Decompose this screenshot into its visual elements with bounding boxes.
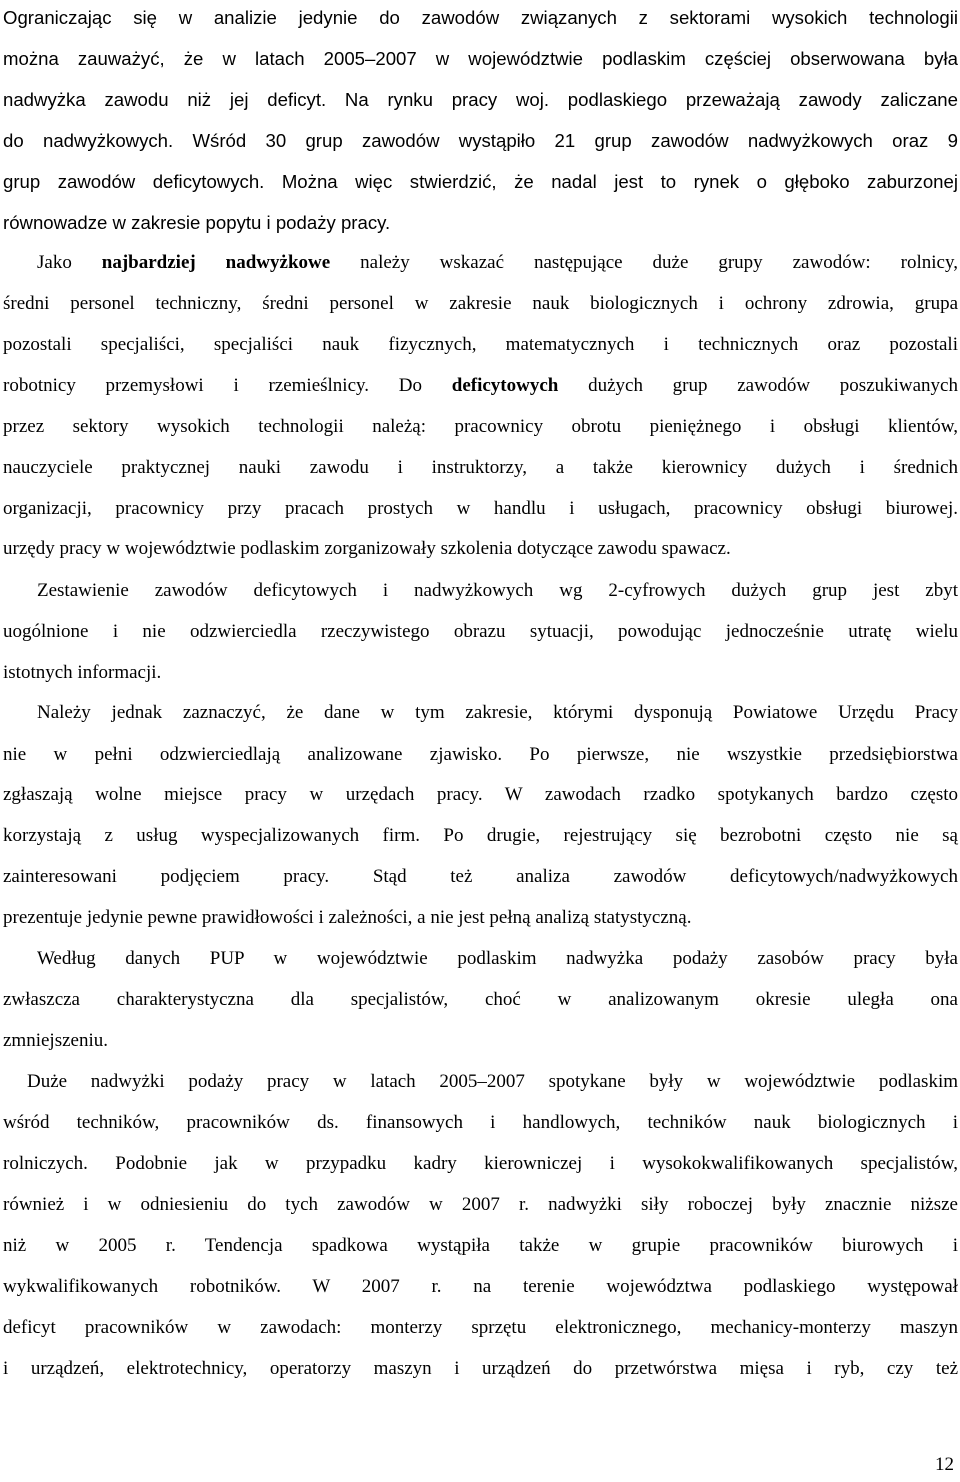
paragraph-line: Należy jednak zaznaczyć, że dane w tym zakresie, którymi dysponują Powiatowe Urzędu Pracy — [37, 702, 958, 723]
paragraph-line: niż w 2005 r. Tendencja spadkowa wystąpiła także w grupie pracowników biurowych i — [3, 1235, 958, 1256]
paragraph-line: Ograniczając się w analizie jedynie do zawodów związanych z sektorami wysokich technologii — [3, 7, 958, 28]
paragraph-line: grup zawodów deficytowych. Można więc stwierdzić, że nadal jest to rynek o głęboko zaburzonej — [3, 171, 958, 192]
paragraph-line: zgłaszają wolne miejsce pracy w urzędach pracy. W zawodach rzadko spotykanych bardzo często — [3, 784, 958, 805]
paragraph-line-with-bold — [3, 373, 958, 399]
paragraph-line: istotnych informacji. — [3, 662, 162, 683]
paragraph-line: można zauważyć, że w latach 2005–2007 w województwie podlaskim częściej obserwowana była — [3, 48, 958, 69]
paragraph-line: nauczyciele praktycznej nauki zawodu i instruktorzy, a także kierownicy dużych i średnich — [3, 457, 958, 478]
paragraph-line: zainteresowani podjęciem pracy. Stąd też analiza zawodów deficytowych/nadwyżkowych — [3, 866, 958, 887]
paragraph-line-with-bold — [37, 250, 958, 276]
paragraph-line: przez sektory wysokich technologii należą: pracownicy obrotu pieniężnego i obsługi klientów, — [3, 416, 958, 437]
paragraph-line: Duże nadwyżki podaży pracy w latach 2005–2007 spotykane były w województwie podlaskim — [27, 1071, 958, 1092]
bold-term: najbardziej nadwyżkowe — [101, 252, 331, 273]
line-text: dużych grup zawodów poszukiwanych — [558, 375, 958, 396]
paragraph-line: urzędy pracy w województwie podlaskim zorganizowały szkolenia dotyczące zawodu spawacz. — [3, 538, 731, 559]
line-text: należy wskazać następujące duże grupy zawodów: rolnicy, — [330, 252, 958, 273]
paragraph-line: organizacji, pracownicy przy pracach prostych w handlu i usługach, pracownicy obsługi biurowej. — [3, 498, 958, 519]
paragraph-line: korzystają z usług wyspecjalizowanych firm. Po drugie, rejestrujący się bezrobotni często nie są — [3, 825, 958, 846]
paragraph-line: Według danych PUP w województwie podlaskim nadwyżka podaży zasobów pracy była — [37, 948, 958, 969]
bold-term: deficytowych — [451, 375, 559, 396]
paragraph-line: zmniejszeniu. — [3, 1030, 108, 1051]
paragraph-line: nadwyżka zawodu niż jej deficyt. Na rynku pracy woj. podlaskiego przeważają zawody zaliczane — [3, 89, 958, 110]
paragraph-line: Zestawienie zawodów deficytowych i nadwyżkowych wg 2-cyfrowych dużych grup jest zbyt — [37, 580, 958, 601]
paragraph-line: i urządzeń, elektrotechnicy, operatorzy maszyn i urządzeń do przetwórstwa mięsa i ryb, czy też — [3, 1358, 958, 1379]
paragraph-line: rolniczych. Podobnie jak w przypadku kadry kierowniczej i wysokokwalifikowanych specjalistów, — [3, 1153, 958, 1174]
paragraph-line: równowadze w zakresie popytu i podaży pracy. — [3, 212, 391, 233]
paragraph-line: deficyt pracowników w zawodach: monterzy sprzętu elektronicznego, mechanicy-monterzy maszyn — [3, 1317, 958, 1338]
paragraph-line: uogólnione i nie odzwierciedla rzeczywistego obrazu sytuacji, powodując jednocześnie utratę wielu — [3, 621, 958, 642]
paragraph-line: wśród techników, pracowników ds. finansowych i handlowych, techników nauk biologicznych i — [3, 1112, 958, 1133]
paragraph-line: nie w pełni odzwierciedlają analizowane zjawisko. Po pierwsze, nie wszystkie przedsiębiorstwa — [3, 744, 958, 765]
line-text: Jako — [37, 252, 102, 273]
paragraph-line: również i w odniesieniu do tych zawodów w 2007 r. nadwyżki siły roboczej były znacznie niższe — [3, 1194, 958, 1215]
paragraph-line: średni personel techniczny, średni personel w zakresie nauk biologicznych i ochrony zdrowia, grupa — [3, 293, 958, 314]
paragraph-line: do nadwyżkowych. Wśród 30 grup zawodów wystąpiło 21 grup zawodów nadwyżkowych oraz 9 — [3, 130, 958, 151]
line-text: robotnicy przemysłowi i rzemieślnicy. Do — [3, 375, 452, 396]
paragraph-line: wykwalifikowanych robotników. W 2007 r. na terenie województwa podlaskiego występował — [3, 1276, 958, 1297]
page-number: 12 — [935, 1454, 954, 1475]
paragraph-line: pozostali specjaliści, specjaliści nauk fizycznych, matematycznych i technicznych oraz pozostali — [3, 334, 958, 355]
paragraph-line: zwłaszcza charakterystyczna dla specjalistów, choć w analizowanym okresie uległa ona — [3, 989, 958, 1010]
paragraph-line: prezentuje jedynie pewne prawidłowości i zależności, a nie jest pełną analizą statystyczną. — [3, 907, 692, 928]
